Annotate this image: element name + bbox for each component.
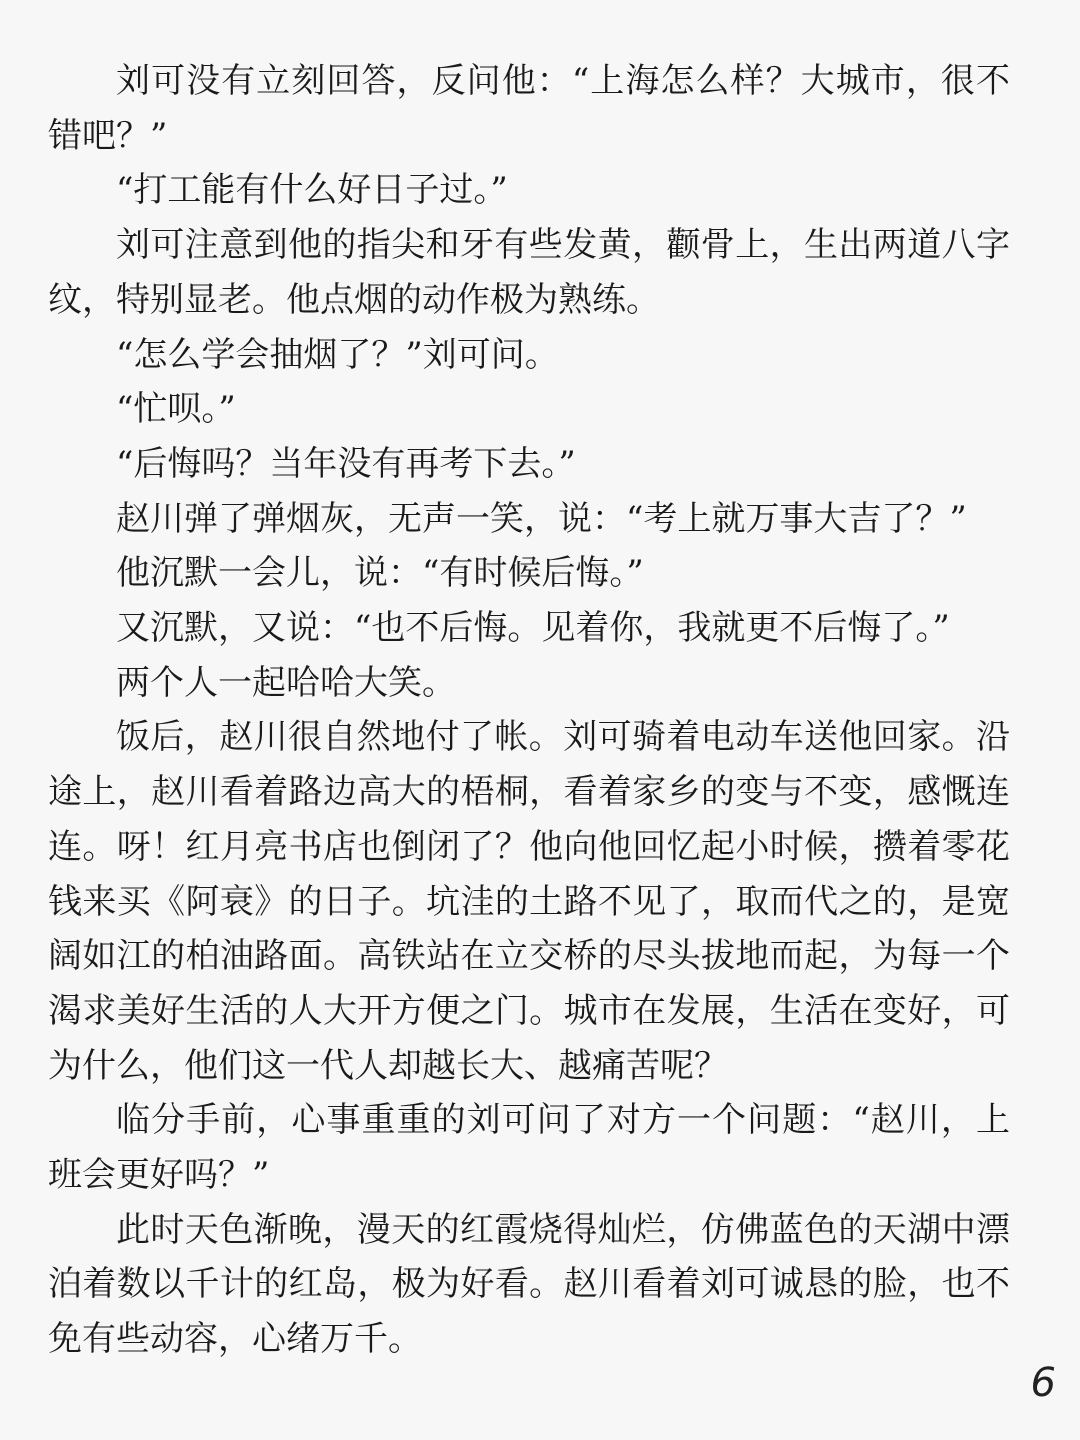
paragraph: 饭后，赵川很自然地付了帐。刘可骑着电动车送他回家。沿途上，赵川看着路边高大的梧桐，看着家乡的变与不变，感慨连连。呀！红月亮书店也倒闭了？他向他回忆起小时候，攒着零花钱来买《阿衰》的日子。坑洼的土路不见了，取而代之的，是宽阔如江的柏油路面。高铁站在立交桥的尽头拔地而起，为每一个渴求美好生活的人大开方便之门。城市在发展，生活在变好，可为什么，他们这一代人却越长大、越痛苦呢？ xyxy=(48,717,1010,1086)
page-number: 6 xyxy=(1030,1360,1056,1406)
paragraph: 赵川弹了弹烟灰，无声一笑，说：“考上就万事大吉了？” xyxy=(116,498,967,539)
paragraph: 此时天色渐晚，漫天的红霞烧得灿烂，仿佛蓝色的天湖中漂泊着数以千计的红岛，极为好看。赵川看着刘可诚恳的脸，也不免有些动容，心绪万千。 xyxy=(48,1209,1010,1360)
paragraph: 他沉默一会儿，说：“有时候后悔。” xyxy=(116,553,644,594)
paragraph: 刘可没有立刻回答，反问他：“上海怎么样？大城市，很不错吧？” xyxy=(48,61,1010,156)
paragraph: “忙呗。” xyxy=(116,389,236,430)
paragraph: 又沉默，又说：“也不后悔。见着你，我就更不后悔了。” xyxy=(116,608,950,649)
paragraph: 临分手前，心事重重的刘可问了对方一个问题：“赵川，上班会更好吗？” xyxy=(48,1100,1010,1196)
paragraph: “怎么学会抽烟了？”刘可问。 xyxy=(116,334,559,375)
paragraph: 两个人一起哈哈大笑。 xyxy=(116,662,456,703)
paragraph: 刘可注意到他的指尖和牙有些发黄，颧骨上，生出两道八字纹，特别显老。他点烟的动作极为熟练。 xyxy=(48,225,1010,320)
paragraph: “打工能有什么好日子过。” xyxy=(116,170,508,211)
paragraph: “后悔吗？当年没有再考下去。” xyxy=(116,443,576,484)
story-text xyxy=(48,54,1010,1367)
